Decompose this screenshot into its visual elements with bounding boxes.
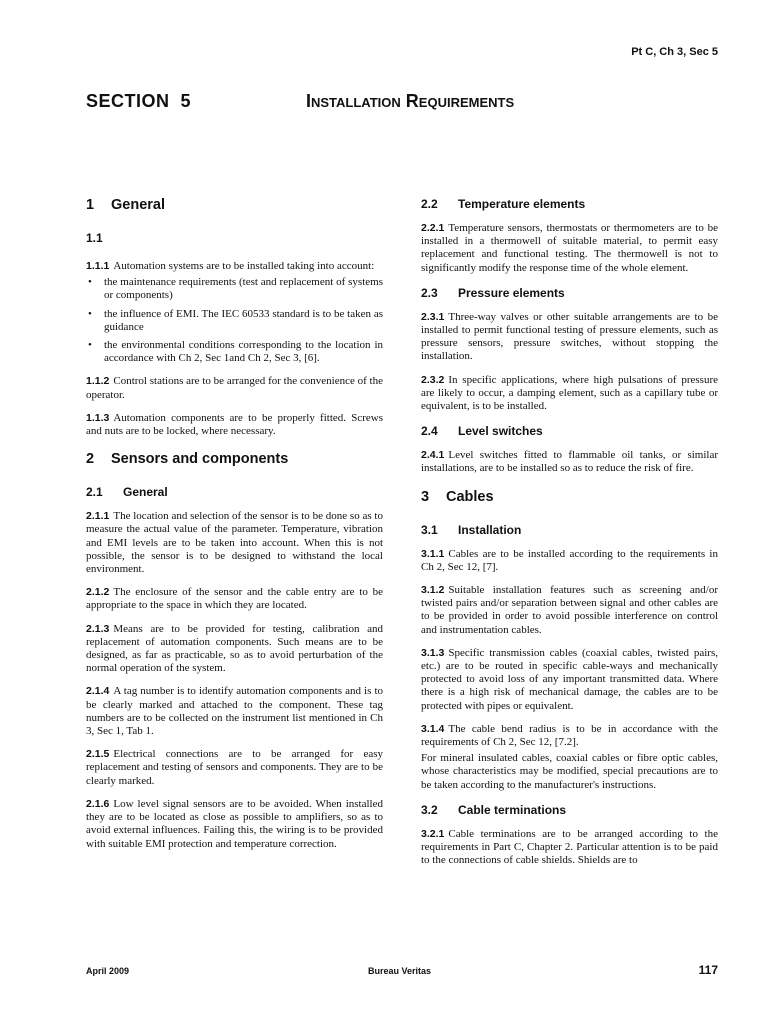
paragraph-1-1-3: 1.1.3 Automation components are to be properly fitted. Screws and nuts are to be locked, where necessary. xyxy=(86,411,383,438)
heading-2-4: 2.4 Level switches xyxy=(421,424,543,439)
paragraph-3-1-4: 3.1.4 The cable bend radius is to be in accordance with the requirements of Ch 2, Sec 12, [7.2]. xyxy=(421,722,718,749)
section-title: Installation Requirements xyxy=(306,91,515,111)
heading-sensors-and-components: 2 Sensors and components xyxy=(86,451,289,468)
list-item: • the maintenance requirements (test and replacement of systems or components) xyxy=(86,276,383,302)
page-number: 117 xyxy=(698,963,718,977)
bullet-list xyxy=(86,276,383,365)
paragraph-2-4-1: 2.4.1 Level switches fitted to flammable oil tanks, or similar installations, are to be installed so as to reduce the risk of fire. xyxy=(421,449,718,475)
heading-2-3: 2.3 Pressure elements xyxy=(421,285,565,300)
heading-3-1: 3.1 Installation xyxy=(421,522,522,537)
paragraph-2-3-2: 2.3.2 In specific applications, where high pulsations of pressure are likely to occur, a damping element, such as a capillary tube or equivalent, is to be installed. xyxy=(421,373,718,413)
footer-date: April 2009 xyxy=(86,966,130,976)
paragraph-3-1-2: 3.1.2 Suitable installation features such as screening and/or twisted pairs and/or separation between signal and other cables are to be provided in order to avoid possible interference on control and instrumentation cables. xyxy=(421,584,718,636)
section-number: SECTION 5 xyxy=(86,91,192,111)
right-column xyxy=(421,196,718,878)
paragraph-1-1-2: 1.1.2 Control stations are to be arranged for the convenience of the operator. xyxy=(86,375,383,401)
paragraph-2-2-1: 2.2.1 Temperature sensors, thermostats or thermometers are to be installed in a thermowell of suitable material, to permit easy replacement and functional testing. The thermowell is not to significantly modify the response time of the whole element. xyxy=(421,222,718,274)
paragraph-2-3-1: 2.3.1 Three-way valves or other suitable arrangements are to be installed to permit functional testing of pressure elements, such as pressure sensors, pressure switches, without stopping the installation. xyxy=(421,310,718,363)
paragraph-3-2-1: 3.2.1 Cable terminations are to be arranged according to the requirements in Part C, Chapter 2. Particular attention is to be paid to the connections of cable shields. Shields are to xyxy=(421,827,718,867)
header-reference: Pt C, Ch 3, Sec 5 xyxy=(631,46,718,58)
paragraph-3-1-1: 3.1.1 Cables are to be installed according to the requirements in Ch 2, Sec 12, [7]. xyxy=(421,547,718,573)
list-item: • the influence of EMI. The IEC 60533 standard is to be taken as guidance xyxy=(86,308,383,334)
paragraph-3-1-3: 3.1.3 Specific transmission cables (coaxial cables, twisted pairs, etc.) are to be routed in specific cable-ways and mechanically protected to avoid loss of any important transmitted data. Where there is a high risk of mechanical damage, the cables are to be protected with pipes or equivalent. xyxy=(421,646,718,712)
paragraph-2-1-2: 2.1.2 The enclosure of the sensor and the cable entry are to be appropriate to the space in which they are located. xyxy=(86,586,383,612)
paragraph-1-1-1: 1.1.1 Automation systems are to be installed taking into account: xyxy=(86,260,375,272)
heading-3-2: 3.2 Cable terminations xyxy=(421,802,567,817)
left-column xyxy=(86,196,383,861)
paragraph-3-1-4-continued: For mineral insulated cables, coaxial cables or fibre optic cables, whose characteristics may be modified, special precautions are to be taken according to the manufacturer's instructions. xyxy=(421,752,718,791)
paragraph-2-1-4: 2.1.4 A tag number is to identify automation components and is to be clearly marked and attached to the component. These tag numbers are to be collected on the instrument list mentioned in Ch 3, Sec 1, Tab 1. xyxy=(86,685,383,738)
heading-1-1: 1.1 xyxy=(86,231,103,245)
paragraph-2-1-6: 2.1.6 Low level signal sensors are to be avoided. When installed they are to be located as close as possible to amplifiers, so as to avoid external influences. Failing this, the wiring is to be provided with suitable EMI protection and temperature correction. xyxy=(86,797,383,850)
heading-general: 1 General xyxy=(86,197,165,213)
paragraph-2-1-1: 2.1.1 The location and selection of the sensor is to be done so as to measure the actual value of the parameter. Temperature, vibration and EMI levels are to be taken into account. When this is not possible, the sensor is to be designed to withstand the local environment. xyxy=(86,510,383,576)
paragraph-2-1-5: 2.1.5 Electrical connections are to be arranged for easy replacement and testing of sensors and components. They are to be clearly marked. xyxy=(86,748,383,787)
list-item: • the environmental conditions corresponding to the location in accordance with Ch 2, Sec 1and Ch 2, Sec 3, [6]. xyxy=(86,339,383,365)
footer-publisher: Bureau Veritas xyxy=(368,966,432,976)
paragraph-2-1-3: 2.1.3 Means are to be provided for testing, calibration and replacement of automation components. Such means are to be designed, as far as practicable, so as to avoid perturbation of the normal operation of the system. xyxy=(86,622,383,675)
heading-2-2: 2.2 Temperature elements xyxy=(421,197,586,211)
heading-2-1: 2.1 General xyxy=(86,485,168,500)
heading-cables: 3 Cables xyxy=(421,488,494,505)
